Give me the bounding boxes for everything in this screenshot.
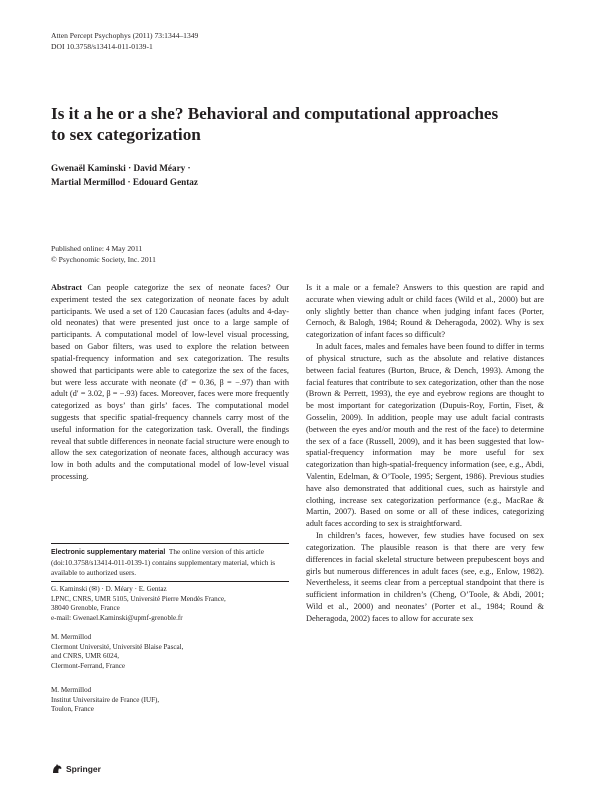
abstract-text: Can people categorize the sex of neonate faces? Our experiment tested the sex categorization of neonate faces by adult participants. We used a set of 120 Caucasian faces (adults and 4-day-old neonates) that were presented just once to a large sample of participants. A computational model of low-level visual processing, based on Gabor filters, was used to explore the relation between spatial-frequency information and sex categorization. The results showed that participants were able to categorize the sex of the faces, but were less accurate with neonate (d′ = 0.36, β = −.97) than with adult (d′ = 3.02, β = −.93) faces. Moreover, faces were more frequently categorized as boys’ than girls’ faces. The computational model suggests that specific spatial-frequency channels carry most of the useful information for the categorization task. Overall, the findings reveal that subtle differences in neonate facial structure were enough to allow the sex categorization of neonate faces, although accuracy was low in both adults and the computational model of low-level visual processing. [51,283,290,481]
body-paragraph-1: Is it a male or a female? Answers to this question are rapid and accurate when viewing adult or child faces (Wild et al., 2000) but are only slightly better than chance when judging infant faces (Porter, Cernoch, & Balogh, 1984; Round & Deheragoda, 2002). Why is sex categorization of infant faces so difficult? [306,283,544,340]
affiliation-line: G. Kaminski (✉) · D. Méary · E. Gentaz [51,585,167,593]
journal-header [51,31,198,52]
journal-citation: Atten Percept Psychophys (2011) 73:1344–1349 [51,31,199,40]
supplementary-divider [51,543,289,544]
affiliation-line: 38040 Grenoble, France [51,604,120,613]
affiliation-line: Clermont-Ferrand, France [51,661,126,670]
affiliation-divider [51,581,289,582]
affiliation-line: M. Mermillod [51,686,92,694]
journal-doi: DOI 10.3758/s13414-011-0139-1 [51,41,153,51]
affiliation-line: Institut Universitaire de France (IUF), [51,695,160,704]
article-title [51,103,551,145]
abstract-label: Abstract [51,283,83,292]
author-line-2: Martial Mermillod · Edouard Gentaz [51,177,198,187]
affiliation-line: and CNRS, UMR 6024, [51,652,119,661]
author-list [51,161,311,189]
supplementary-text: The online version of this article (doi:10.3758/s13414-011-0139-1) contains supplementary material, which is available to authorized users. [51,547,276,577]
abstract-block [51,282,289,483]
affiliation-2 [51,633,291,671]
article-title-line-2: to sex categorization [51,125,201,144]
body-paragraph-2: In adult faces, males and females have been found to differ in terms of physical structure, such as the absolute and relative distances between facial features (Burton, Bruce, & Dench, 1993). Among the facial features that contribute to sex categorization, other than the nose (Brown & Perrett, 1993), the eye and eyebrow regions are thought to be most important for categorization (Dupuis-Roy, Fortin, Fiset, & Gosselin, 2009). In addition, people may use adult facial contrasts (between the eyes and/or mouth and the rest of the face) to determine the sex of a face (Russell, 2009), and it has been suggested that low-spatial-frequency information may be more useful for sex categorization than high-spatial-frequency information (see, e.g., Abdi, Valentin, Edelman, & O’Toole, 1995; Sergent, 1986). Previous studies have also demonstrated that additional cues, such as hairstyle and clothing, increase sex categorization performance (e.g., MacRae & Martin, 2007). Based on some or all of these indices, categorizing adult faces according to sex is straightforward. [306,342,544,529]
affiliation-line: M. Mermillod [51,633,92,641]
affiliation-line: Toulon, France [51,705,94,714]
author-line-1: Gwenaël Kaminski · David Méary · [51,163,191,173]
springer-horse-icon [51,763,63,774]
affiliation-1 [51,585,291,623]
body-text [306,282,544,625]
publication-info [51,244,156,265]
affiliation-line: Clermont Université, Université Blaise Pascal, [51,642,184,651]
affiliation-3 [51,686,291,715]
springer-logo [51,763,101,774]
affiliation-line: LPNC, CNRS, UMR 5105, Université Pierre Mendès France, [51,594,226,603]
body-paragraph-3: In children’s faces, however, few studies have focused on sex categorization. The plausible reason is that there are very few differences in facial skeletal structure between prepubescent boys and girls but numerous differences in adult faces (see, e.g., Enlow, 1982). Nevertheless, it seems clear from a perceptual standpoint that there is sufficient information in children’s (Cheng, O’Toole, & Abdi, 2001; Wild et al., 2000) and neonates’ (Porter et al., 1984; Round & Deheragoda, 2002) faces to allow for accurate sex [306,531,544,623]
supplementary-label: Electronic supplementary material [51,549,166,556]
supplementary-note [51,547,289,578]
copyright-notice: © Psychonomic Society, Inc. 2011 [51,254,156,264]
affiliation-email[interactable]: e-mail: Gwenael.Kaminski@upmf-grenoble.fr [51,613,183,622]
publisher-name: Springer [66,763,101,774]
article-title-line-1: Is it a he or a she? Behavioral and computational approaches [51,104,499,123]
published-date: Published online: 4 May 2011 [51,244,143,253]
